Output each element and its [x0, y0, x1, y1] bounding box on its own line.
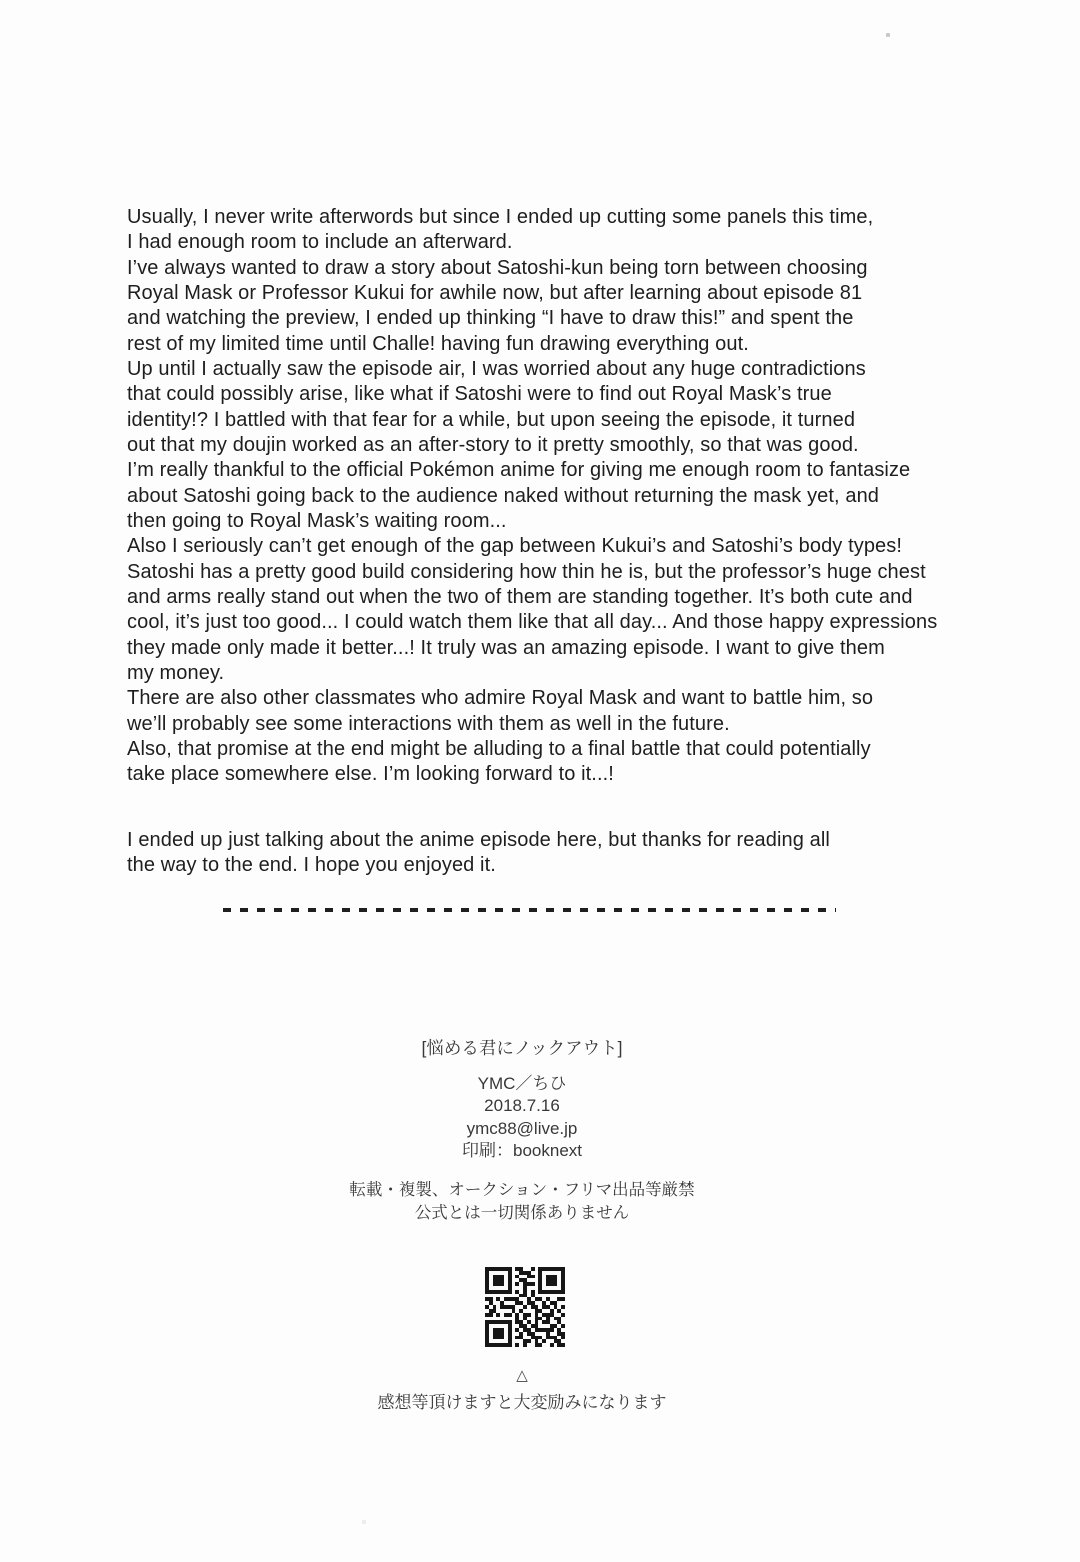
- afterword-line: they made only made it better...! It truly was an amazing episode. I want to give them: [127, 636, 885, 659]
- afterword-line: cool, it’s just too good... I could watch them like that all day... And those happy expressions: [127, 611, 938, 634]
- publish-date: 2018.7.16: [484, 1096, 560, 1116]
- afterword-line: rest of my limited time until Challe! having fun drawing everything out.: [127, 332, 749, 355]
- afterword-line: that could possibly arise, like what if Satoshi were to find out Royal Mask’s true: [127, 383, 832, 406]
- circle-author: YMC／ちひ: [477, 1074, 567, 1093]
- printer-credit: 印刷：booknext: [462, 1141, 582, 1161]
- afterword-line: Also, that promise at the end might be alluding to a final battle that could potentially: [127, 737, 871, 760]
- afterword-line: and watching the preview, I ended up thinking “I have to draw this!” and spent the: [127, 307, 854, 330]
- qr-code-icon: [485, 1267, 565, 1347]
- reproduction-notice: 転載・複製、オークション・フリマ出品等厳禁: [349, 1181, 695, 1199]
- closing-text: [127, 828, 830, 879]
- afterword-line: Also I seriously can’t get enough of the gap between Kukui’s and Satoshi’s body types!: [127, 535, 903, 558]
- afterword-line: I’ve always wanted to draw a story about Satoshi-kun being torn between choosing: [127, 256, 868, 279]
- afterword-line: Satoshi has a pretty good build considering how thin he is, but the professor’s huge chest: [127, 560, 926, 583]
- afterword-line: identity!? I battled with that fear for a while, but upon seeing the episode, it turned: [127, 408, 856, 431]
- triangle-pointer-icon: △: [516, 1367, 528, 1384]
- afterword-line: and arms really stand out when the two of them are standing together. It’s both cute and: [127, 585, 913, 608]
- afterword-line: Usually, I never write afterwords but since I ended up cutting some panels this time,: [127, 206, 874, 228]
- afterword-line: Up until I actually saw the episode air, I was worried about any huge contradictions: [127, 357, 866, 380]
- afterword-line: out that my doujin worked as an after-story to it pretty smoothly, so that was good.: [127, 433, 859, 456]
- afterword-line: take place somewhere else. I’m looking forward to it...!: [127, 763, 614, 786]
- afterword-line: then going to Royal Mask’s waiting room...: [127, 509, 507, 532]
- afterword-line: my money.: [127, 661, 225, 684]
- closing-line: I ended up just talking about the anime episode here, but thanks for reading all: [127, 829, 830, 851]
- afterword-line: There are also other classmates who admire Royal Mask and want to battle him, so: [127, 687, 874, 710]
- feedback-message: 感想等頂けますと大変励みになります: [377, 1393, 667, 1412]
- scan-speck: [886, 33, 890, 37]
- closing-line: the way to the end. I hope you enjoyed it.: [127, 854, 496, 877]
- contact-email: ymc88@live.jp: [466, 1118, 578, 1138]
- afterword-line: I had enough room to include an afterward.: [127, 231, 513, 254]
- afterword-line: about Satoshi going back to the audience naked without returning the mask yet, and: [127, 484, 880, 507]
- dashed-divider: [223, 908, 836, 912]
- afterword-line: Royal Mask or Professor Kukui for awhile now, but after learning about episode 81: [127, 281, 863, 304]
- legal-notices: [0, 1179, 1044, 1224]
- credits-block: [0, 1073, 1044, 1163]
- afterword-text: [127, 205, 937, 788]
- scan-speck: [362, 1520, 366, 1524]
- afterword-line: we’ll probably see some interactions with them as well in the future.: [127, 712, 730, 735]
- afterword-line: I’m really thankful to the official Pokémon anime for giving me enough room to fantasize: [127, 459, 911, 482]
- unofficial-notice: 公式とは一切関係ありません: [414, 1203, 630, 1222]
- doujin-title: [悩める君にノックアウト]: [421, 1038, 623, 1058]
